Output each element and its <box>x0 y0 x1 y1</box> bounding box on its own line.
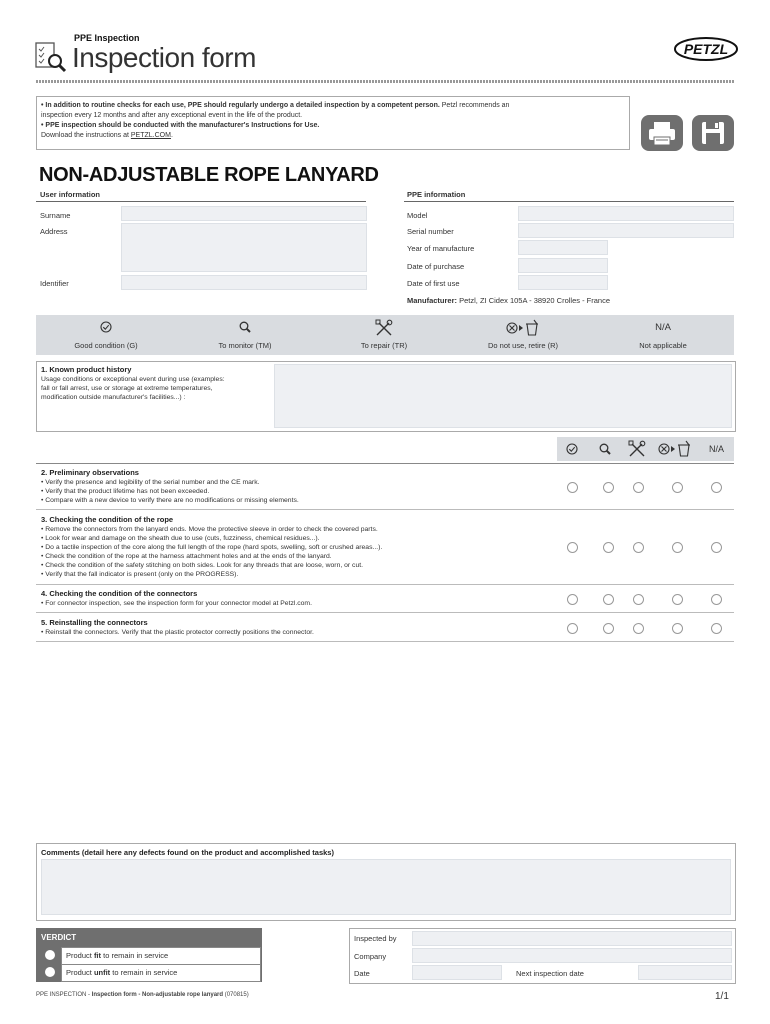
verdict-unfit-post: to remain in service <box>110 968 178 977</box>
petzl-logo <box>673 36 739 62</box>
history-field[interactable] <box>274 364 732 428</box>
col-repair-icon <box>628 440 646 460</box>
good-condition-icon <box>100 321 112 335</box>
section-2-line: • Verify that the product lifetime has not been exceeded. <box>41 488 210 495</box>
legend-repair: To repair (TR) <box>360 341 408 350</box>
notice-text <box>41 101 626 141</box>
date-field[interactable] <box>412 965 502 980</box>
section-3-radio-good[interactable] <box>567 542 578 553</box>
section-2-radio-good[interactable] <box>567 482 578 493</box>
product-title: NON-ADJUSTABLE ROPE LANYARD <box>39 164 379 186</box>
section-2-radio-na[interactable] <box>711 482 722 493</box>
section-5-title: 5. Reinstalling the connectors <box>41 618 148 627</box>
next-date-field[interactable] <box>638 965 732 980</box>
section-3-line: • Remove the connectors from the lanyard ends. Move the protective sleeve in order to check the covered parts. <box>41 526 378 533</box>
verdict-title: VERDICT <box>41 933 77 942</box>
section-3-line: • Check the condition of the safety stitching on both sides. Look for any threads that are loose, worn, or cut. <box>41 562 364 569</box>
brand-text: PETZL <box>683 41 729 57</box>
purchase-field[interactable] <box>518 258 608 273</box>
identifier-label: Identifier <box>40 279 69 288</box>
section-3-line: • Do a tactile inspection of the core along the full length of the rope (hard spots, swelling, soft or crushed areas...). <box>41 544 383 551</box>
col-good-icon <box>566 443 578 457</box>
year-label: Year of manufacture <box>407 244 475 253</box>
section-4-radio-good[interactable] <box>567 594 578 605</box>
section-5-radio-na[interactable] <box>711 623 722 634</box>
legend-na-symbol: N/A <box>655 322 671 333</box>
section-2-line: • Compare with a new device to verify there are no modifications or missing elements. <box>41 497 299 504</box>
section-4-line: • For connector inspection, see the inspection form for your connector model at Petzl.com. <box>41 600 312 607</box>
model-label: Model <box>407 211 428 220</box>
section-2-radio-monitor[interactable] <box>603 482 614 493</box>
first-use-field[interactable] <box>518 275 608 290</box>
surname-label: Surname <box>40 211 71 220</box>
section-4-title: 4. Checking the condition of the connectors <box>41 589 198 598</box>
print-button[interactable] <box>641 115 683 151</box>
ppe-info-underline <box>404 201 734 202</box>
monitor-icon <box>239 321 251 335</box>
col-retire-icon <box>658 440 698 460</box>
manufacturer-label: Manufacturer: <box>407 296 458 305</box>
verdict-fit-pre: Product <box>66 951 94 960</box>
comments-title: Comments (detail here any defects found on the product and accomplished tasks) <box>41 848 334 857</box>
history-line-2: fall or fall arrest, use or storage at extreme temperatures, <box>41 385 213 392</box>
address-field[interactable] <box>121 223 367 272</box>
user-info-underline <box>36 201 366 202</box>
legend-retire: Do not use, retire (R) <box>487 341 559 350</box>
section-3-radio-monitor[interactable] <box>603 542 614 553</box>
verdict-fit-radio[interactable] <box>45 950 55 960</box>
comments-field[interactable] <box>41 859 731 915</box>
divider-4 <box>36 612 734 613</box>
manufacturer-value: Petzl, ZI Cidex 105A - 38920 Crolles - France <box>457 296 611 305</box>
header-kicker: PPE Inspection <box>74 33 140 43</box>
repair-icon <box>375 319 393 339</box>
company-label: Company <box>354 952 387 961</box>
notice-line4-suffix: . <box>170 132 173 139</box>
section-3-line: • Verify that the fall indicator is present (only on the PROGRESS). <box>41 571 239 578</box>
section-3-radio-na[interactable] <box>711 542 722 553</box>
petzl-link[interactable]: PETZL.COM <box>130 132 171 139</box>
divider-top <box>36 463 734 464</box>
notice-line1-rest: Petzl recommends an <box>439 102 510 109</box>
history-line-1: Usage conditions or exceptional event during use (examples: <box>41 376 225 383</box>
footer-text <box>36 992 249 998</box>
footer-code: (070815) <box>223 992 249 998</box>
inspected-by-field[interactable] <box>412 931 732 946</box>
section-5-line: • Reinstall the connectors. Verify that the plastic protector correctly positions the connector. <box>41 629 314 636</box>
verdict-unfit-bold: unfit <box>93 968 111 977</box>
divider-5 <box>36 641 734 642</box>
manufacturer-line <box>407 296 610 305</box>
header-divider <box>36 80 734 83</box>
footer-pre: PPE INSPECTION - <box>36 992 92 998</box>
address-label: Address <box>40 227 68 236</box>
notice-line4-prefix: Download the instructions at <box>41 132 131 139</box>
col-monitor-icon <box>599 443 611 457</box>
notice-line1-bold: • In addition to routine checks for each use, PPE should regularly undergo a detailed inspection by a competent person. <box>41 102 440 109</box>
serial-field[interactable] <box>518 223 734 238</box>
identifier-field[interactable] <box>121 275 367 290</box>
section-2-radio-retire[interactable] <box>672 482 683 493</box>
legend-na: Not applicable <box>639 341 687 350</box>
first-use-label: Date of first use <box>407 279 460 288</box>
section-4-radio-monitor[interactable] <box>603 594 614 605</box>
section-5-radio-good[interactable] <box>567 623 578 634</box>
verdict-fit-bold: fit <box>93 951 102 960</box>
retire-icon <box>506 319 546 339</box>
user-info-heading: User information <box>40 190 101 199</box>
verdict-fit-label <box>66 951 168 960</box>
verdict-fit-post: to remain in service <box>101 951 169 960</box>
section-5-radio-monitor[interactable] <box>603 623 614 634</box>
save-button[interactable] <box>692 115 734 151</box>
inspection-form-icon <box>34 41 68 73</box>
model-field[interactable] <box>518 206 734 221</box>
page-number: 1/1 <box>715 991 729 1002</box>
year-field[interactable] <box>518 240 608 255</box>
divider-3 <box>36 584 734 585</box>
history-title: 1. Known product history <box>41 365 132 374</box>
legend-good: Good condition (G) <box>74 341 138 350</box>
col-na-label: N/A <box>709 444 725 454</box>
section-2-radio-repair[interactable] <box>633 482 644 493</box>
ppe-info-heading: PPE information <box>407 190 466 199</box>
section-4-radio-na[interactable] <box>711 594 722 605</box>
page-title: Inspection form <box>72 42 256 73</box>
serial-label: Serial number <box>407 227 454 236</box>
section-3-line: • Look for wear and damage on the sheath due to use (cuts, fuzziness, chemical residues...). <box>41 535 320 542</box>
purchase-label: Date of purchase <box>407 262 465 271</box>
section-5-radio-retire[interactable] <box>672 623 683 634</box>
inspected-by-label: Inspected by <box>354 934 397 943</box>
section-4-radio-retire[interactable] <box>672 594 683 605</box>
printer-icon <box>641 115 683 151</box>
section-4-radio-repair[interactable] <box>633 594 644 605</box>
notice-line2: inspection every 12 months and after any exceptional event in the life of the product. <box>41 112 303 119</box>
footer-bold: Inspection form - Non-adjustable rope lanyard <box>91 992 224 998</box>
divider-2 <box>36 509 734 510</box>
next-date-label: Next inspection date <box>516 969 584 978</box>
section-3-radio-repair[interactable] <box>633 542 644 553</box>
section-2-line: • Verify the presence and legibility of the serial number and the CE mark. <box>41 479 260 486</box>
history-line-3: modification outside manufacturer's facilities...) : <box>41 394 186 401</box>
verdict-unfit-label <box>66 968 177 977</box>
section-3-radio-retire[interactable] <box>672 542 683 553</box>
legend-monitor: To monitor (TM) <box>218 341 272 350</box>
verdict-unfit-radio[interactable] <box>45 967 55 977</box>
section-2-title: 2. Preliminary observations <box>41 468 139 477</box>
section-3-line: • Check the condition of the rope at the harness attachment holes and at the ends of the lanyard. <box>41 553 332 560</box>
notice-line3: • PPE inspection should be conducted with the manufacturer's Instructions for Use. <box>41 122 320 129</box>
verdict-unfit-pre: Product <box>66 968 94 977</box>
section-3-title: 3. Checking the condition of the rope <box>41 515 174 524</box>
floppy-disk-icon <box>692 115 734 151</box>
surname-field[interactable] <box>121 206 367 221</box>
date-label: Date <box>354 969 370 978</box>
section-5-radio-repair[interactable] <box>633 623 644 634</box>
company-field[interactable] <box>412 948 732 963</box>
